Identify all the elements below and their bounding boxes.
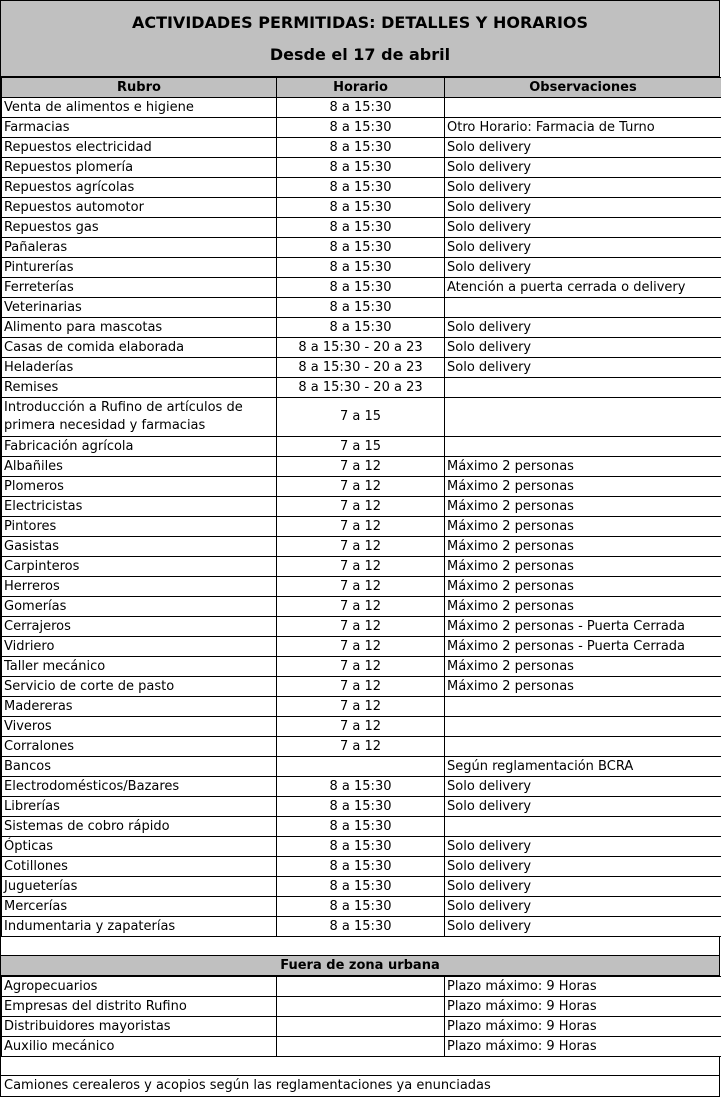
table-row: [2, 837, 721, 857]
observaciones-cell: Solo delivery: [445, 917, 721, 937]
horario-cell: 7 a 12: [277, 717, 445, 737]
observaciones-cell: Máximo 2 personas: [445, 677, 721, 697]
observaciones-cell: Máximo 2 personas: [445, 657, 721, 677]
table-row: [2, 657, 721, 677]
table-row: [2, 717, 721, 737]
horario-cell: 8 a 15:30 - 20 a 23: [277, 358, 445, 378]
rubro-cell: Ópticas: [2, 837, 277, 857]
table-row: [2, 797, 721, 817]
observaciones-cell: [445, 737, 721, 757]
horario-cell: 8 a 15:30: [277, 98, 445, 118]
table-row: [2, 817, 721, 837]
table-row: [2, 677, 721, 697]
rubro-cell: Sistemas de cobro rápido: [2, 817, 277, 837]
horario-cell: [277, 757, 445, 777]
rubro-cell: Ferreterías: [2, 278, 277, 298]
table-row: [2, 158, 721, 178]
horario-cell: 8 a 15:30 - 20 a 23: [277, 338, 445, 358]
observaciones-cell: Plazo máximo: 9 Horas: [445, 977, 721, 997]
observaciones-cell: Solo delivery: [445, 777, 721, 797]
observaciones-cell: [445, 398, 721, 437]
table-row: [2, 437, 721, 457]
observaciones-cell: Plazo máximo: 9 Horas: [445, 997, 721, 1017]
table-row: [2, 997, 721, 1017]
rubro-cell: Introducción a Rufino de artículos de primera necesidad y farmacias: [2, 398, 277, 437]
observaciones-cell: Solo delivery: [445, 897, 721, 917]
horario-cell: 7 a 15: [277, 398, 445, 437]
rubro-cell: Carpinteros: [2, 557, 277, 577]
rubro-cell: Taller mecánico: [2, 657, 277, 677]
table-row: [2, 1017, 721, 1037]
table-row: [2, 477, 721, 497]
table-row: [2, 757, 721, 777]
rubro-cell: Bancos: [2, 757, 277, 777]
observaciones-cell: Máximo 2 personas: [445, 577, 721, 597]
horario-cell: [277, 1037, 445, 1057]
horario-cell: 8 a 15:30: [277, 218, 445, 238]
rubro-cell: Fabricación agrícola: [2, 437, 277, 457]
observaciones-cell: Solo delivery: [445, 877, 721, 897]
observaciones-cell: Máximo 2 personas: [445, 537, 721, 557]
observaciones-cell: Según reglamentación BCRA: [445, 757, 721, 777]
horario-cell: 8 a 15:30: [277, 278, 445, 298]
table-row: [2, 597, 721, 617]
horario-cell: 8 a 15:30: [277, 917, 445, 937]
table-row: [2, 318, 721, 338]
observaciones-cell: Máximo 2 personas: [445, 497, 721, 517]
table-row: [2, 218, 721, 238]
table-row: [2, 917, 721, 937]
table-row: [2, 98, 721, 118]
rubro-cell: Veterinarias: [2, 298, 277, 318]
horario-cell: 8 a 15:30: [277, 298, 445, 318]
horario-cell: 7 a 12: [277, 737, 445, 757]
rubro-cell: Distribuidores mayoristas: [2, 1017, 277, 1037]
table-row: [2, 118, 721, 138]
rubro-cell: Mercerías: [2, 897, 277, 917]
column-header-observaciones: Observaciones: [445, 78, 721, 98]
observaciones-cell: Solo delivery: [445, 158, 721, 178]
table-row: [2, 338, 721, 358]
observaciones-cell: Máximo 2 personas: [445, 557, 721, 577]
table-row: [2, 737, 721, 757]
rubro-cell: Pintores: [2, 517, 277, 537]
rubro-cell: Pañaleras: [2, 238, 277, 258]
observaciones-cell: Solo delivery: [445, 198, 721, 218]
observaciones-cell: Máximo 2 personas - Puerta Cerrada: [445, 637, 721, 657]
rubro-cell: Agropecuarios: [2, 977, 277, 997]
table-row: [2, 398, 721, 437]
observaciones-cell: Otro Horario: Farmacia de Turno: [445, 118, 721, 138]
rural-table: [1, 976, 721, 1057]
table-row: [2, 138, 721, 158]
horario-cell: 7 a 12: [277, 557, 445, 577]
rubro-cell: Plomeros: [2, 477, 277, 497]
horario-cell: [277, 997, 445, 1017]
horario-cell: 7 a 12: [277, 617, 445, 637]
rubro-cell: Remises: [2, 378, 277, 398]
horario-cell: 7 a 12: [277, 477, 445, 497]
observaciones-cell: [445, 817, 721, 837]
table-row: [2, 278, 721, 298]
table-row: [2, 358, 721, 378]
rubro-cell: Farmacias: [2, 118, 277, 138]
horario-cell: 7 a 12: [277, 677, 445, 697]
rubro-cell: Herreros: [2, 577, 277, 597]
observaciones-cell: Solo delivery: [445, 178, 721, 198]
rubro-cell: Madereras: [2, 697, 277, 717]
horario-cell: 8 a 15:30: [277, 258, 445, 278]
page-subtitle: Desde el 17 de abril: [269, 45, 451, 64]
observaciones-cell: [445, 437, 721, 457]
observaciones-cell: [445, 378, 721, 398]
table-row: [2, 517, 721, 537]
observaciones-cell: Solo delivery: [445, 318, 721, 338]
table-row: [2, 198, 721, 218]
rubro-cell: Pinturerías: [2, 258, 277, 278]
table-row: [2, 617, 721, 637]
title-block: [1, 1, 720, 77]
rubro-cell: Repuestos agrícolas: [2, 178, 277, 198]
horario-cell: 8 a 15:30: [277, 238, 445, 258]
rubro-cell: Venta de alimentos e higiene: [2, 98, 277, 118]
horario-cell: 7 a 12: [277, 537, 445, 557]
observaciones-cell: Atención a puerta cerrada o delivery: [445, 278, 721, 298]
rubro-cell: Electrodomésticos/Bazares: [2, 777, 277, 797]
rubro-cell: Corralones: [2, 737, 277, 757]
observaciones-cell: [445, 717, 721, 737]
rubro-cell: Repuestos electricidad: [2, 138, 277, 158]
table-row: [2, 977, 721, 997]
column-header-rubro: Rubro: [2, 78, 277, 98]
observaciones-cell: Solo delivery: [445, 358, 721, 378]
spacer-row: [1, 1057, 720, 1076]
horario-cell: 7 a 12: [277, 657, 445, 677]
observaciones-cell: Solo delivery: [445, 797, 721, 817]
rubro-cell: Repuestos gas: [2, 218, 277, 238]
rubro-cell: Gomerías: [2, 597, 277, 617]
horario-cell: 8 a 15:30: [277, 817, 445, 837]
column-header-horario: Horario: [277, 78, 445, 98]
horario-cell: 8 a 15:30: [277, 138, 445, 158]
observaciones-cell: Solo delivery: [445, 238, 721, 258]
observaciones-cell: Máximo 2 personas - Puerta Cerrada: [445, 617, 721, 637]
observaciones-cell: [445, 98, 721, 118]
rubro-cell: Cotillones: [2, 857, 277, 877]
horario-cell: 8 a 15:30: [277, 897, 445, 917]
table-row: [2, 497, 721, 517]
rubro-cell: Auxilio mecánico: [2, 1037, 277, 1057]
rubro-cell: Vidriero: [2, 637, 277, 657]
horario-cell: 7 a 12: [277, 577, 445, 597]
table-row: [2, 178, 721, 198]
table-row: [2, 238, 721, 258]
table-row: [2, 897, 721, 917]
horario-cell: 8 a 15:30: [277, 877, 445, 897]
table-row: [2, 637, 721, 657]
rubro-cell: Heladerías: [2, 358, 277, 378]
horario-cell: 7 a 12: [277, 637, 445, 657]
horario-cell: 8 a 15:30: [277, 777, 445, 797]
rubro-cell: Cerrajeros: [2, 617, 277, 637]
footnote: Camiones cerealeros y acopios según las reglamentaciones ya enunciadas: [1, 1076, 720, 1097]
rubro-cell: Repuestos plomería: [2, 158, 277, 178]
observaciones-cell: Solo delivery: [445, 258, 721, 278]
horario-cell: 8 a 15:30: [277, 318, 445, 338]
table-row: [2, 877, 721, 897]
observaciones-cell: Máximo 2 personas: [445, 457, 721, 477]
table-row: [2, 557, 721, 577]
rubro-cell: Viveros: [2, 717, 277, 737]
rubro-cell: Alimento para mascotas: [2, 318, 277, 338]
observaciones-cell: Solo delivery: [445, 857, 721, 877]
spacer-row: [1, 937, 720, 956]
observaciones-cell: [445, 298, 721, 318]
horario-cell: 7 a 15: [277, 437, 445, 457]
table-row: [2, 298, 721, 318]
rubro-cell: Repuestos automotor: [2, 198, 277, 218]
horario-cell: 8 a 15:30: [277, 158, 445, 178]
table-row: [2, 777, 721, 797]
rubro-cell: Jugueterías: [2, 877, 277, 897]
observaciones-cell: Solo delivery: [445, 138, 721, 158]
table-row: [2, 857, 721, 877]
table-row: [2, 537, 721, 557]
rubro-cell: Electricistas: [2, 497, 277, 517]
horario-cell: 8 a 15:30: [277, 118, 445, 138]
horario-cell: 7 a 12: [277, 497, 445, 517]
activities-table: [1, 77, 721, 937]
horario-cell: 7 a 12: [277, 597, 445, 617]
table-row: [2, 258, 721, 278]
horario-cell: 8 a 15:30: [277, 837, 445, 857]
horario-cell: 7 a 12: [277, 457, 445, 477]
rubro-cell: Gasistas: [2, 537, 277, 557]
horario-cell: 8 a 15:30: [277, 857, 445, 877]
table-row: [2, 378, 721, 398]
rubro-cell: Servicio de corte de pasto: [2, 677, 277, 697]
horario-cell: 7 a 12: [277, 517, 445, 537]
page-title: ACTIVIDADES PERMITIDAS: DETALLES Y HORARIOS: [131, 13, 589, 32]
table-row: [2, 457, 721, 477]
horario-cell: 8 a 15:30: [277, 797, 445, 817]
section-heading-rural: Fuera de zona urbana: [1, 956, 720, 976]
rubro-cell: Indumentaria y zapaterías: [2, 917, 277, 937]
observaciones-cell: Máximo 2 personas: [445, 517, 721, 537]
observaciones-cell: [445, 697, 721, 717]
rubro-cell: Casas de comida elaborada: [2, 338, 277, 358]
rubro-cell: Empresas del distrito Rufino: [2, 997, 277, 1017]
observaciones-cell: Máximo 2 personas: [445, 477, 721, 497]
horario-cell: [277, 977, 445, 997]
table-row: [2, 697, 721, 717]
horario-cell: 8 a 15:30: [277, 178, 445, 198]
column-header-row: [2, 78, 721, 98]
horario-cell: 7 a 12: [277, 697, 445, 717]
horario-cell: 8 a 15:30: [277, 198, 445, 218]
table-row: [2, 577, 721, 597]
observaciones-cell: Solo delivery: [445, 338, 721, 358]
observaciones-cell: Plazo máximo: 9 Horas: [445, 1037, 721, 1057]
table-row: [2, 1037, 721, 1057]
observaciones-cell: Solo delivery: [445, 218, 721, 238]
horario-cell: 8 a 15:30 - 20 a 23: [277, 378, 445, 398]
observaciones-cell: Máximo 2 personas: [445, 597, 721, 617]
observaciones-cell: Solo delivery: [445, 837, 721, 857]
observaciones-cell: Plazo máximo: 9 Horas: [445, 1017, 721, 1037]
horario-cell: [277, 1017, 445, 1037]
rubro-cell: Albañiles: [2, 457, 277, 477]
rubro-cell: Librerías: [2, 797, 277, 817]
